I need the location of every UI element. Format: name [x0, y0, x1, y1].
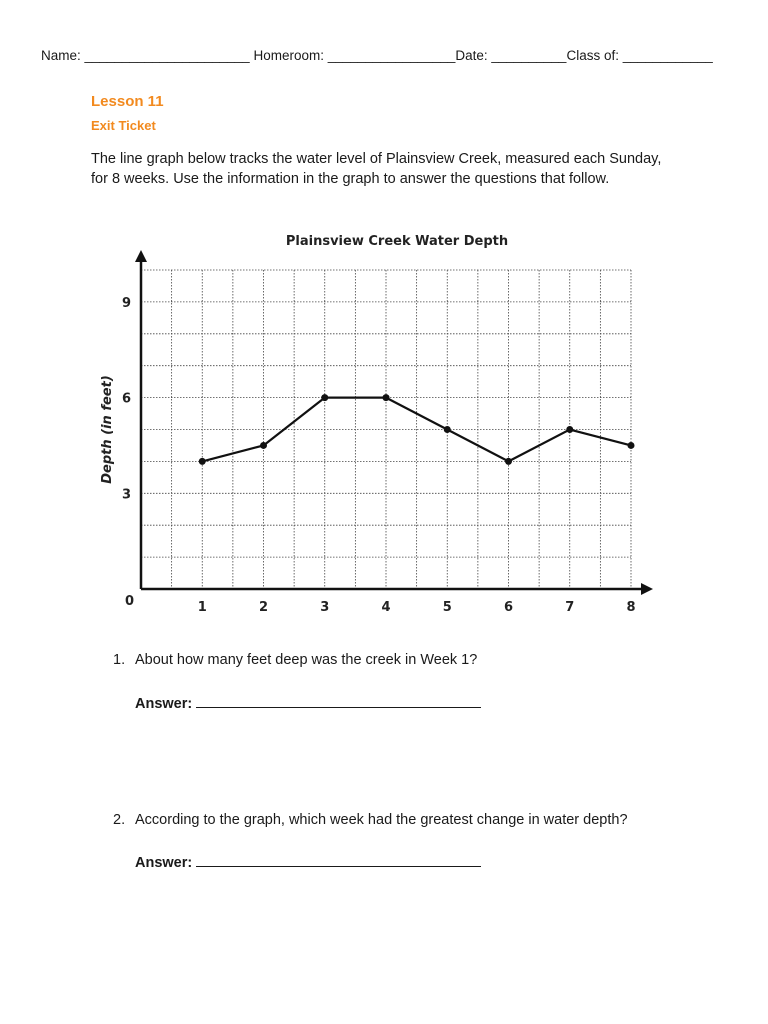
data-point: [505, 458, 512, 465]
y-tick-label: 9: [121, 295, 131, 311]
intro-paragraph: The line graph below tracks the water level of Plainsview Creek, measured each Sunday, for 8 weeks. Use the information in the graph to answer the questions that follow.: [91, 151, 662, 187]
lesson-title: Lesson 11: [91, 93, 164, 110]
data-point: [260, 442, 267, 449]
chart-title: Plainsview Creek Water Depth: [285, 234, 509, 249]
answer-1: [135, 693, 481, 712]
y-axis-arrow: [135, 250, 147, 262]
x-tick-label: 8: [626, 600, 636, 615]
question-1-text: About how many feet deep was the creek in Week 1?: [135, 652, 478, 668]
y-axis-label: Depth (in feet): [100, 375, 115, 484]
answer-2: [135, 852, 481, 871]
data-point: [199, 458, 206, 465]
question-2: [113, 810, 628, 830]
question-2-text: According to the graph, which week had the greatest change in water depth?: [135, 812, 628, 828]
depth-line-chart: [0, 225, 768, 625]
x-tick-label: 4: [381, 600, 391, 615]
chart-container: [0, 225, 768, 625]
data-point: [321, 394, 328, 401]
question-1-number: 1.: [113, 652, 126, 668]
x-tick-label: 1: [197, 600, 207, 615]
x-tick-label: 2: [258, 600, 269, 615]
x-axis-arrow: [641, 583, 653, 595]
question-2-number: 2.: [113, 812, 126, 828]
question-1: [113, 650, 477, 670]
answer-1-label: Answer:: [135, 696, 193, 712]
lesson-subtitle: Exit Ticket: [91, 118, 156, 133]
answer-1-blank[interactable]: [196, 693, 481, 708]
data-point: [566, 426, 573, 433]
student-info-line: Name: ______________________ Homeroom: _________________Date: __________Class of: ____________: [41, 48, 713, 63]
data-point: [628, 442, 635, 449]
y-tick-label: 0: [124, 594, 134, 609]
y-tick-label: 3: [121, 487, 131, 503]
x-tick-label: 7: [565, 600, 575, 615]
answer-2-blank[interactable]: [196, 852, 481, 867]
data-point: [383, 394, 390, 401]
data-point: [444, 426, 451, 433]
x-tick-label: 3: [320, 600, 330, 615]
y-tick-label: 6: [121, 391, 131, 407]
x-tick-label: 6: [503, 600, 514, 615]
x-tick-label: 5: [442, 600, 452, 615]
answer-2-label: Answer:: [135, 855, 193, 871]
